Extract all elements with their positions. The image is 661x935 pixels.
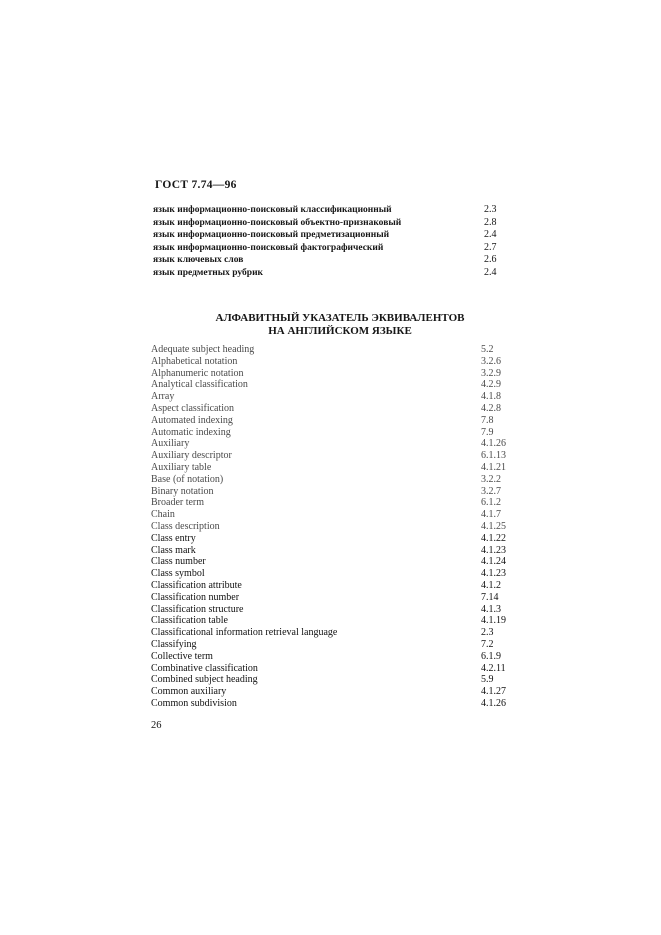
term-text: язык информационно-поисковый предметизационный: [153, 230, 390, 241]
term-code: 2.3: [484, 204, 497, 215]
term-text: Chain: [151, 509, 175, 521]
en-term-row: [151, 521, 521, 533]
term-text: язык информационно-поисковый фактографический: [153, 242, 384, 253]
en-term-row: [151, 438, 521, 450]
term-code: 7.2: [481, 638, 494, 650]
term-code: 2.7: [484, 241, 497, 253]
term-text: Class mark: [151, 544, 196, 556]
ru-term-row: [153, 267, 513, 280]
term-text: Base (of notation): [151, 473, 224, 485]
term-code: 4.1.27: [481, 686, 506, 698]
term-code: 4.1.23: [481, 544, 506, 556]
term-code: 6.1.13: [481, 450, 506, 462]
term-text: Class description: [151, 520, 220, 532]
en-term-row: [151, 356, 521, 368]
term-code: 4.1.23: [481, 568, 506, 580]
term-code: 7.14: [481, 591, 499, 603]
term-code: 2.4: [484, 229, 497, 241]
en-term-row: [151, 486, 521, 498]
term-text: Common subdivision: [151, 697, 237, 709]
term-code: 2.4: [484, 266, 497, 278]
term-text: Class symbol: [151, 568, 205, 580]
term-text: Classifying: [151, 638, 197, 650]
term-text: Classification table: [151, 615, 228, 627]
en-term-row: [151, 427, 521, 439]
term-text: Class number: [151, 556, 206, 568]
en-term-row: [151, 592, 521, 604]
term-text: Broader term: [151, 497, 205, 509]
en-term-row: [151, 698, 521, 710]
term-text: Array: [151, 391, 175, 403]
term-code: 4.1.21: [481, 461, 506, 473]
term-code: 3.2.9: [481, 367, 501, 379]
en-term-row: [151, 580, 521, 592]
en-term-row: [151, 509, 521, 521]
en-term-row: [151, 686, 521, 698]
term-code: 4.1.22: [481, 532, 506, 544]
term-code: 3.2.7: [481, 485, 501, 497]
term-code: 2.6: [484, 254, 497, 266]
term-text: Alphabetical notation: [151, 355, 238, 367]
en-term-row: [151, 344, 521, 356]
term-code: 4.1.19: [481, 615, 506, 627]
term-text: Alphanumeric notation: [151, 367, 244, 379]
en-term-row: [151, 415, 521, 427]
en-term-row: [151, 568, 521, 580]
page-number: 26: [151, 720, 162, 731]
term-code: 5.9: [481, 674, 494, 686]
en-term-row: [151, 651, 521, 663]
term-code: 6.1.2: [481, 497, 501, 509]
en-term-row: [151, 663, 521, 675]
ru-term-row: [153, 204, 513, 217]
term-code: 5.2: [481, 344, 494, 355]
term-code: 6.1.9: [481, 650, 501, 662]
term-text: Collective term: [151, 650, 213, 662]
english-equivalents-list: [151, 344, 521, 710]
term-code: 4.1.7: [481, 509, 501, 521]
term-code: 4.1.3: [481, 603, 501, 615]
term-text: Class entry: [151, 532, 196, 544]
term-code: 4.1.24: [481, 556, 506, 568]
en-term-row: [151, 545, 521, 557]
term-code: 2.3: [481, 627, 494, 639]
term-code: 4.2.9: [481, 379, 501, 391]
term-text: Combinative classification: [151, 662, 258, 674]
term-code: 4.1.26: [481, 438, 506, 450]
term-text: Auxiliary table: [151, 461, 212, 473]
en-term-row: [151, 615, 521, 627]
term-code: 4.2.8: [481, 402, 501, 414]
term-text: Aspect classification: [151, 402, 235, 414]
term-text: Analytical classification: [151, 379, 248, 391]
term-text: Combined subject heading: [151, 674, 258, 686]
term-text: язык ключевых слов: [153, 255, 244, 266]
term-text: язык предметных рубрик: [153, 267, 264, 278]
term-text: Adequate subject heading: [151, 344, 255, 355]
term-code: 3.2.6: [481, 355, 501, 367]
document-code: ГОСТ 7.74—96: [155, 179, 237, 191]
term-text: Classification number: [151, 591, 240, 603]
en-term-row: [151, 450, 521, 462]
section-title-line-2: НА АНГЛИЙСКОМ ЯЗЫКЕ: [268, 324, 412, 337]
term-text: Auxiliary descriptor: [151, 450, 232, 462]
ru-term-row: [153, 242, 513, 255]
ru-term-row: [153, 254, 513, 267]
term-text: Automatic indexing: [151, 426, 231, 438]
section-title: [150, 312, 530, 337]
term-text: Automated indexing: [151, 414, 233, 426]
en-term-row: [151, 368, 521, 380]
term-text: Classification structure: [151, 603, 244, 615]
section-title-line-1: АЛФАВИТНЫЙ УКАЗАТЕЛЬ ЭКВИВАЛЕНТОВ: [215, 312, 465, 324]
en-term-row: [151, 391, 521, 403]
en-term-row: [151, 674, 521, 686]
en-term-row: [151, 639, 521, 651]
term-code: 7.8: [481, 414, 494, 426]
term-code: 4.2.11: [481, 662, 506, 674]
term-code: 4.1.8: [481, 391, 501, 403]
term-code: 4.1.26: [481, 697, 506, 709]
term-text: Binary notation: [151, 485, 214, 497]
term-text: Common auxiliary: [151, 686, 227, 698]
en-term-row: [151, 474, 521, 486]
en-term-row: [151, 627, 521, 639]
en-term-row: [151, 403, 521, 415]
term-text: Classificational information retrieval language: [151, 627, 338, 639]
term-code: 7.9: [481, 426, 494, 438]
term-text: Classification attribute: [151, 579, 242, 591]
term-code: 3.2.2: [481, 473, 501, 485]
ru-term-row: [153, 217, 513, 230]
term-text: Auxiliary: [151, 438, 190, 450]
en-term-row: [151, 556, 521, 568]
en-term-row: [151, 497, 521, 509]
term-text: язык информационно-поисковый объектно-признаковый: [153, 217, 402, 228]
term-code: 4.1.2: [481, 579, 501, 591]
term-code: 4.1.25: [481, 520, 506, 532]
en-term-row: [151, 462, 521, 474]
russian-term-list: [153, 204, 513, 280]
term-text: язык информационно-поисковый классификационный: [153, 205, 392, 215]
en-term-row: [151, 533, 521, 545]
ru-term-row: [153, 229, 513, 242]
term-code: 2.8: [484, 216, 497, 228]
en-term-row: [151, 379, 521, 391]
en-term-row: [151, 604, 521, 616]
